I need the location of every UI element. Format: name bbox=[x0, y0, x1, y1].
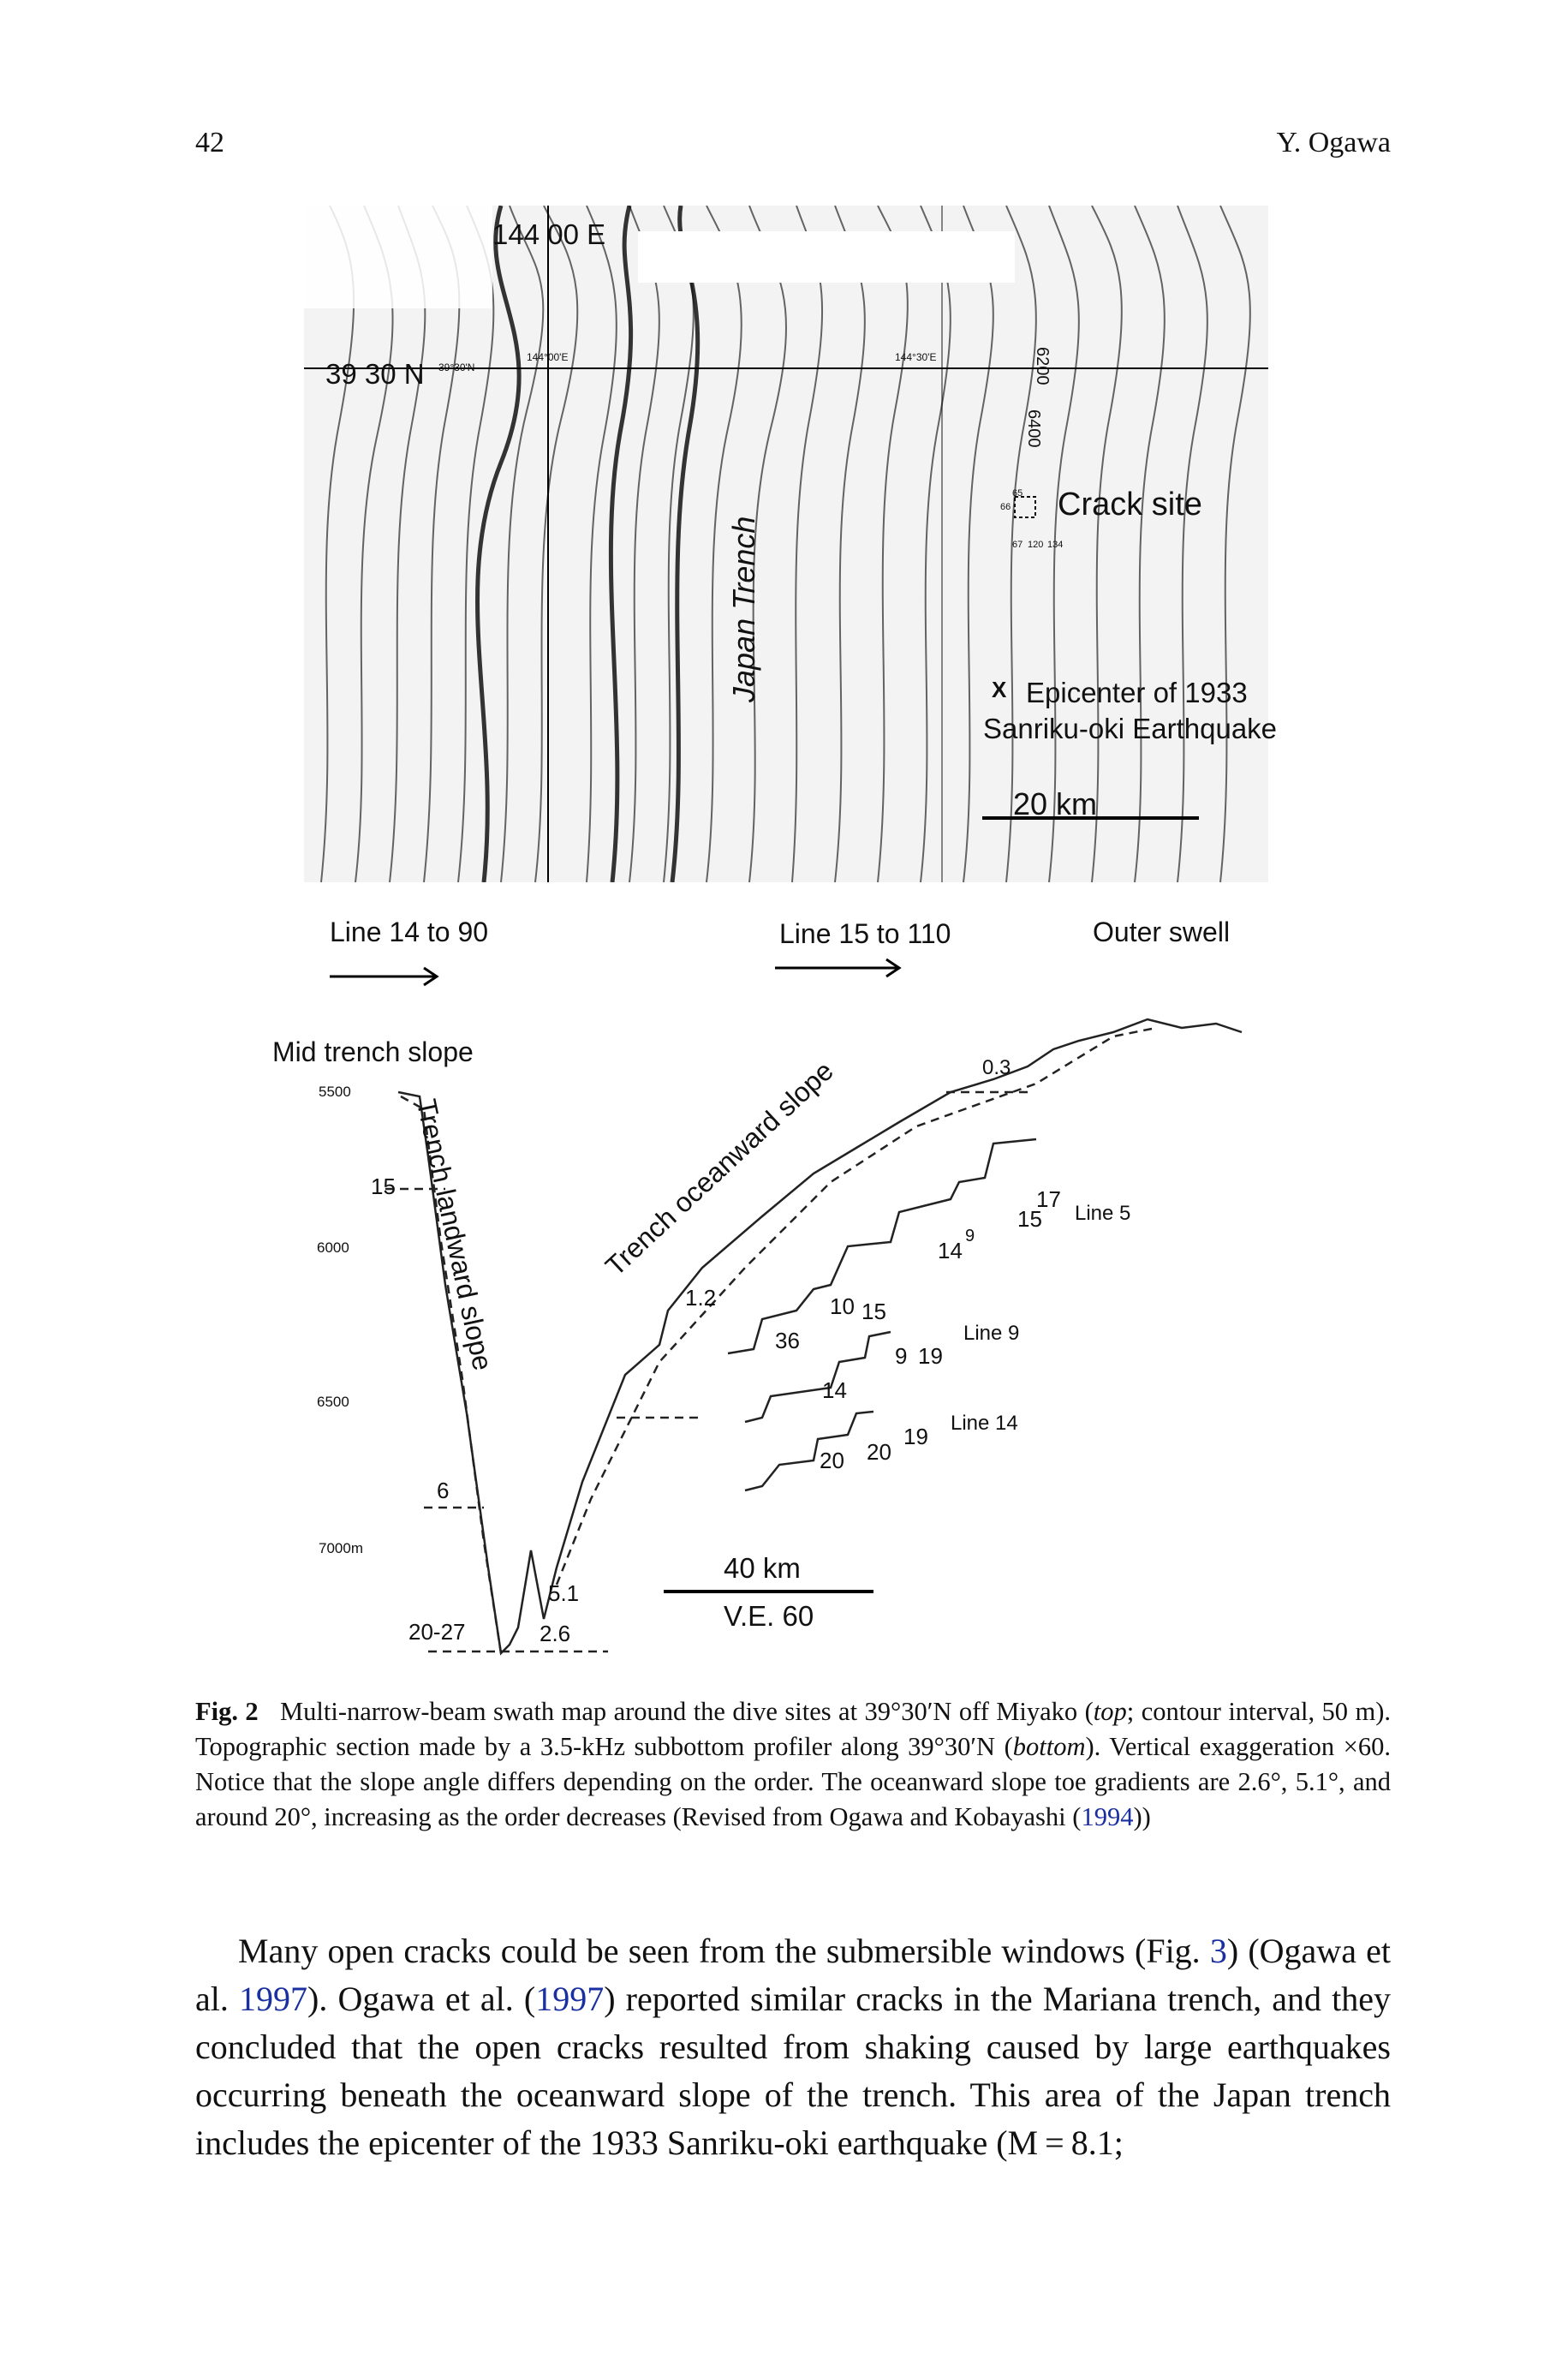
line5-angle: 17 bbox=[1036, 1186, 1061, 1212]
dive-number: 120 bbox=[1028, 540, 1044, 550]
line9-angle: 19 bbox=[918, 1343, 943, 1369]
figure-label: Fig. 2 bbox=[195, 1697, 259, 1726]
dive-number: 65 bbox=[1012, 488, 1023, 499]
epicenter-label-line2: Sanriku-oki Earthquake bbox=[983, 713, 1278, 744]
epicenter-marker: X bbox=[992, 677, 1007, 702]
depth-label-7000: 7000m bbox=[319, 1540, 363, 1556]
depth-6400: 6400 bbox=[1024, 409, 1043, 448]
depth-label-6000: 6000 bbox=[317, 1239, 349, 1256]
profile-scale-label: 40 km bbox=[724, 1552, 801, 1584]
body-text: ). Ogawa et al. ( bbox=[307, 1980, 536, 2018]
caption-bottom: bottom bbox=[1012, 1732, 1086, 1761]
trench-landward-slope-label: Trench landward slope bbox=[410, 1096, 499, 1373]
body-text: ) (Ogawa et al. bbox=[195, 1932, 1391, 2018]
line-14-label: Line 14 bbox=[951, 1412, 1018, 1435]
line-14-90-label: Line 14 to 90 bbox=[330, 917, 489, 947]
line14-angle: 20 bbox=[867, 1439, 891, 1465]
citation-link[interactable]: 1997 bbox=[535, 1980, 605, 2018]
contour-map-graphic bbox=[304, 206, 1268, 882]
page-number: 42 bbox=[195, 127, 224, 158]
angle-15: 15 bbox=[371, 1174, 396, 1199]
line-5-label: Line 5 bbox=[1075, 1202, 1131, 1225]
line5-angle: 14 bbox=[938, 1238, 963, 1263]
line9-angle: 14 bbox=[822, 1377, 847, 1403]
map-small-lon-2: 144°30'E bbox=[895, 351, 937, 363]
map-small-lon-1: 144°00'E bbox=[527, 351, 569, 363]
map-scale-label: 20 km bbox=[1013, 786, 1098, 821]
running-author: Y. Ogawa bbox=[1276, 127, 1391, 158]
vertical-exaggeration-label: V.E. 60 bbox=[724, 1600, 814, 1632]
longitude-label: 144 00 E bbox=[492, 218, 606, 250]
line5-angle: 9 bbox=[965, 1227, 975, 1245]
figure-reference-link[interactable]: 3 bbox=[1209, 1932, 1227, 1970]
citation-link[interactable]: 1994 bbox=[1081, 1802, 1134, 1831]
figure-caption bbox=[195, 1694, 1391, 1835]
angle-1-2: 1.2 bbox=[685, 1285, 717, 1311]
mid-trench-slope-label: Mid trench slope bbox=[272, 1036, 474, 1067]
angle-20-27: 20-27 bbox=[408, 1619, 466, 1645]
depth-label-5500: 5500 bbox=[319, 1084, 351, 1100]
angle-0-3: 0.3 bbox=[982, 1056, 1011, 1079]
line-9-label: Line 9 bbox=[963, 1322, 1020, 1345]
outer-swell-label: Outer swell bbox=[1093, 917, 1231, 947]
line9-angle: 9 bbox=[895, 1343, 908, 1369]
caption-text: ; contour interval, 50 m). Topographic section made by a 3.5-kHz subbottom profiler along 39°30′N ( bbox=[195, 1697, 1391, 1761]
caption-text: ). Vertical exaggeration ×60. Notice that the slope angle differs depending on the order. The oceanward slope toe gradients are 2.6°, 5.1°, and around 20°, increasing as the order decreases (Revised from Ogawa and Kobayashi ( bbox=[195, 1732, 1391, 1831]
dive-number: 66 bbox=[1000, 502, 1011, 512]
angle-5-1: 5.1 bbox=[548, 1580, 580, 1606]
line5-angle: 36 bbox=[775, 1328, 800, 1353]
crack-site-label: Crack site bbox=[1058, 487, 1202, 523]
trench-oceanward-slope-label: Trench oceanward slope bbox=[599, 1054, 839, 1282]
epicenter-label-line1: Epicenter of 1933 bbox=[1026, 677, 1248, 708]
body-paragraph bbox=[195, 1927, 1391, 2167]
angle-2-6: 2.6 bbox=[540, 1621, 571, 1646]
line5-angle: 10 bbox=[830, 1293, 855, 1319]
depth-label-6500: 6500 bbox=[317, 1394, 349, 1410]
swath-map bbox=[304, 206, 1268, 882]
line14-angle: 19 bbox=[903, 1424, 928, 1449]
profile-lines bbox=[385, 1019, 1242, 1653]
caption-top: top bbox=[1093, 1697, 1127, 1726]
body-text: Many open cracks could be seen from the submersible windows (Fig. bbox=[238, 1932, 1210, 1970]
japan-trench-label: Japan Trench bbox=[726, 516, 761, 702]
dive-number: 67 bbox=[1012, 540, 1023, 550]
line14-angle: 20 bbox=[820, 1448, 844, 1473]
citation-link[interactable]: 1997 bbox=[239, 1980, 307, 2018]
map-small-lat: 39°30'N bbox=[438, 361, 475, 373]
caption-text: Multi-narrow-beam swath map around the dive sites at 39°30′N off Miyako ( bbox=[280, 1697, 1094, 1726]
line-15-110-label: Line 15 to 110 bbox=[779, 918, 951, 949]
caption-text: )) bbox=[1133, 1802, 1151, 1831]
dive-number: 134 bbox=[1047, 540, 1064, 550]
angle-6: 6 bbox=[437, 1478, 450, 1503]
line5-angle: 15 bbox=[862, 1299, 886, 1324]
direction-arrows bbox=[330, 959, 899, 985]
latitude-label: 39 30 N bbox=[325, 358, 425, 390]
body-text: ) reported similar cracks in the Mariana trench, and they concluded that the open cracks resulted from shaking caused by large earthquakes occurring beneath the oceanward slope of the trench. This area of the Japan trench includes the epicenter of the 1933 Sanriku-oki earthquake (M = 8.1; bbox=[195, 1980, 1391, 2162]
depth-6200: 6200 bbox=[1033, 347, 1052, 385]
line5-angle: 15 bbox=[1017, 1206, 1042, 1232]
